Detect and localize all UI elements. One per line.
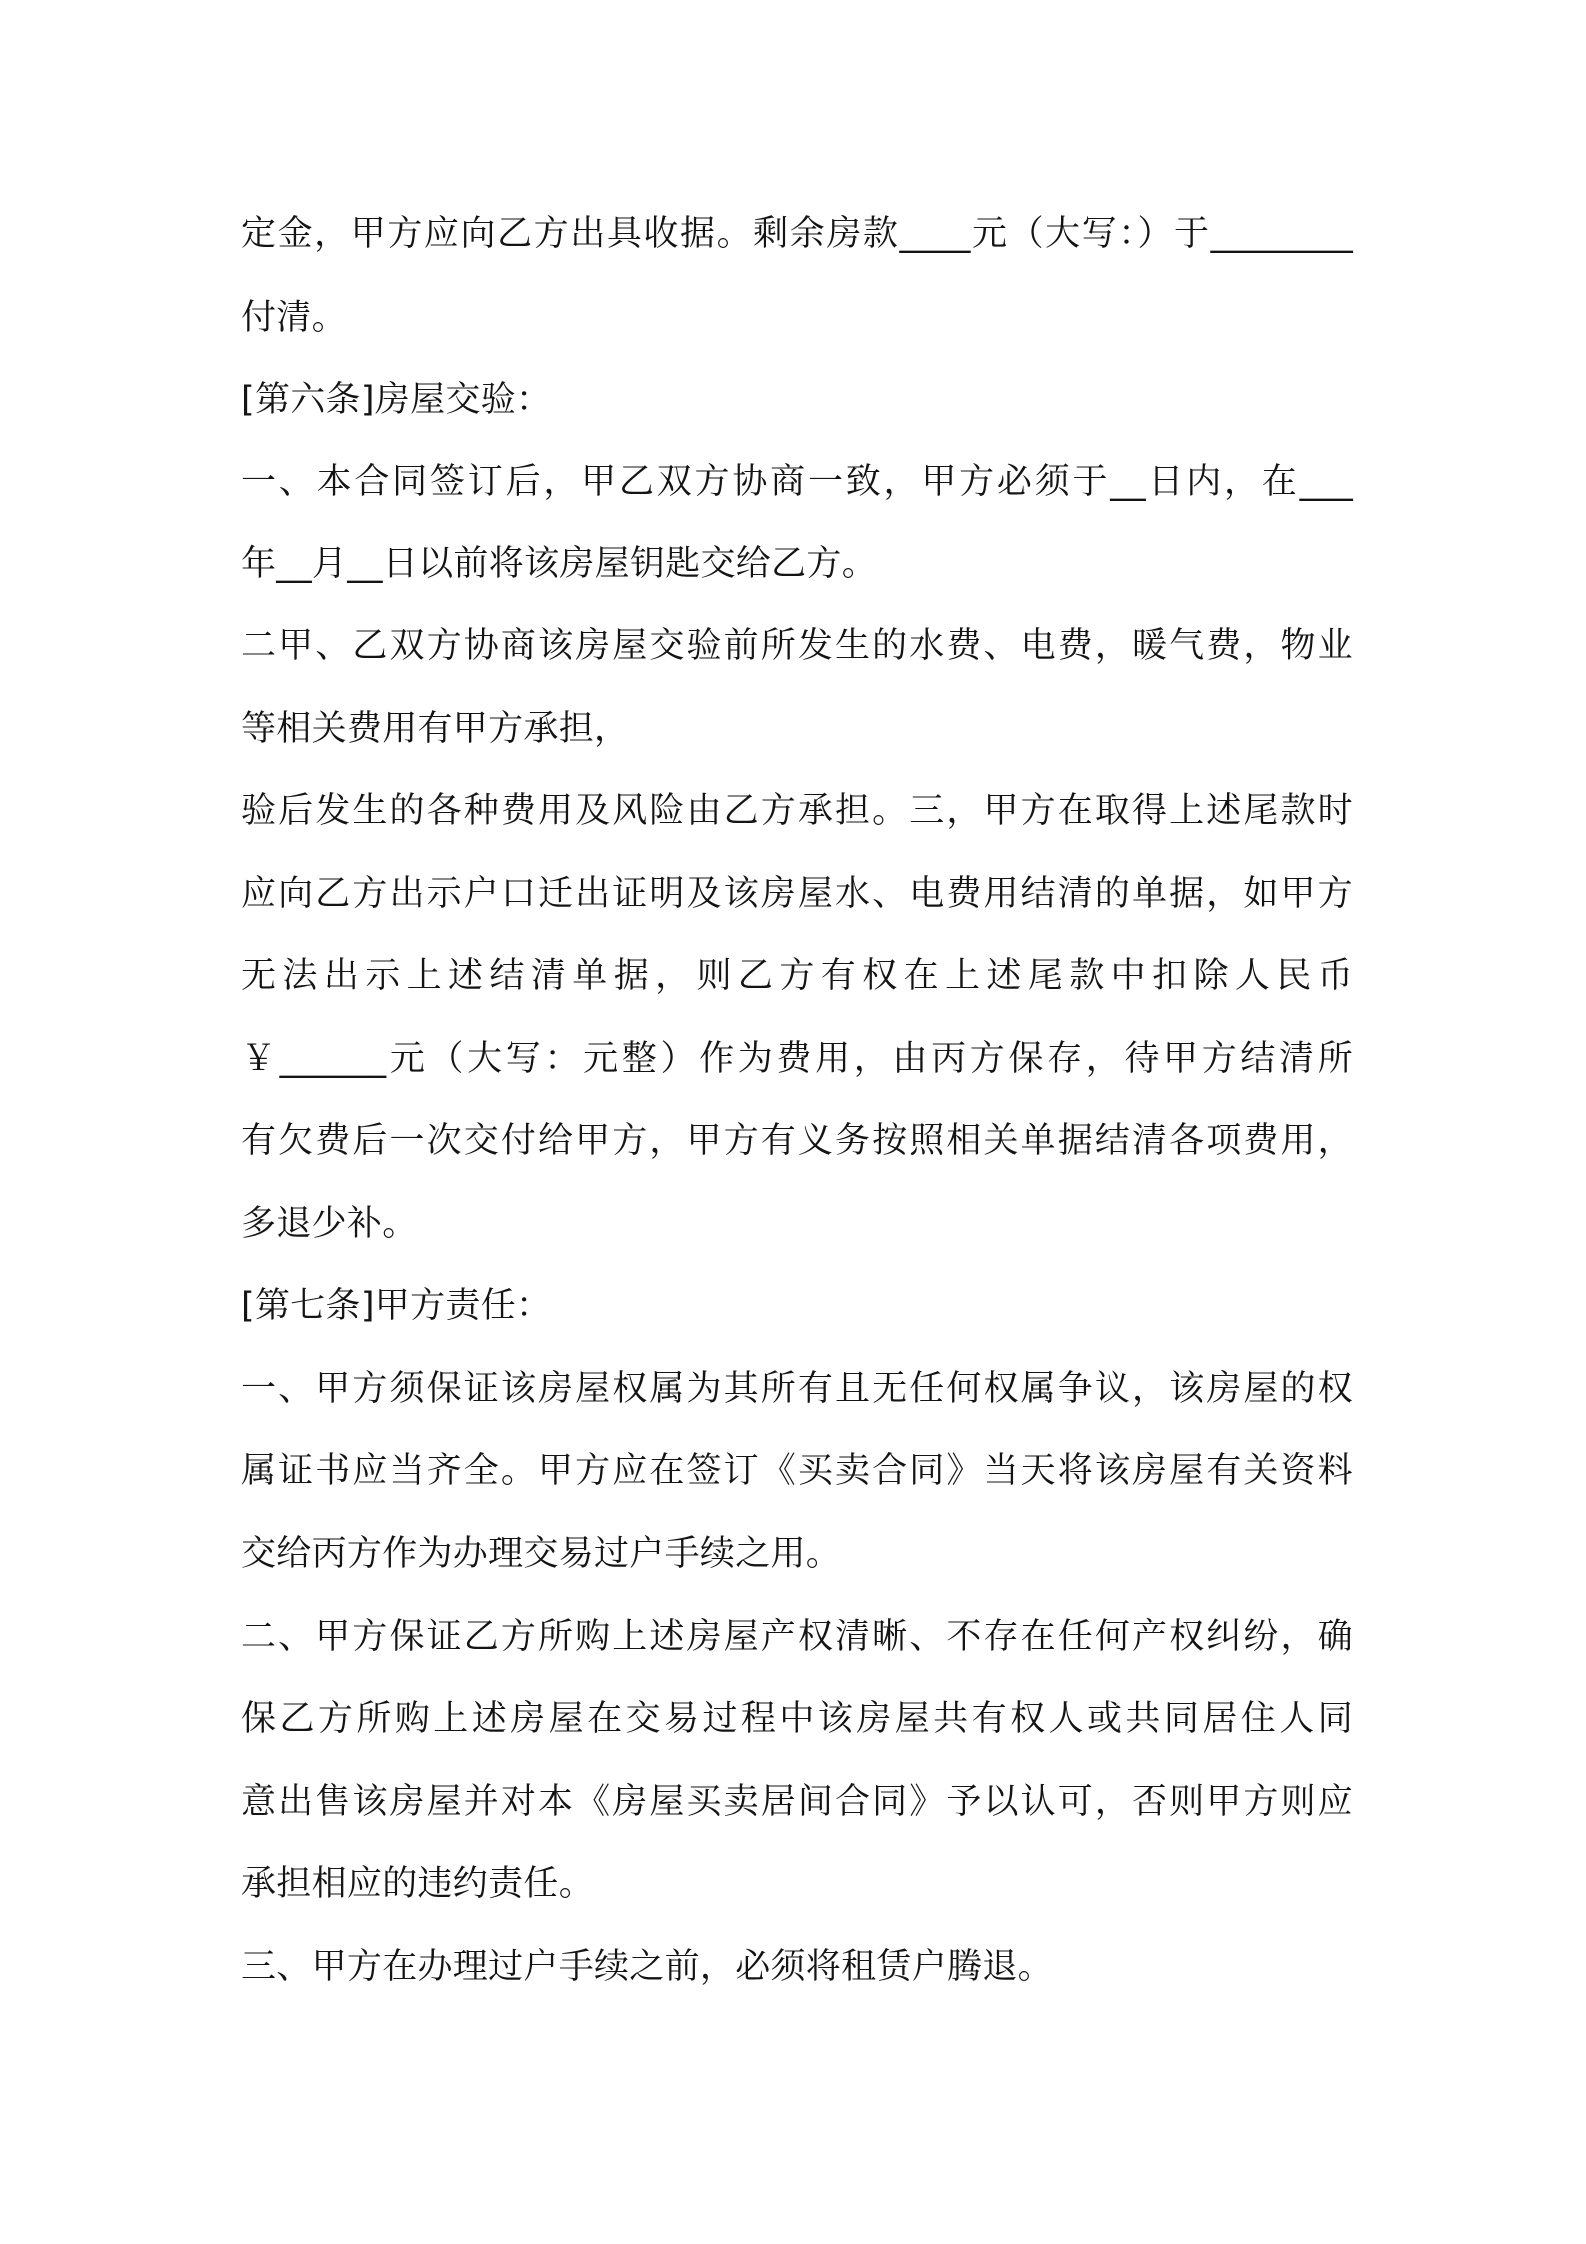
text-line: 有欠费后一次交付给甲方，甲方有义务按照相关单据结清各项费用， [241,1121,1353,1161]
text-line: 属证书应当齐全。甲方应在签订《买卖合同》当天将该房屋有关资料 [241,1451,1353,1491]
text-line: ￥______元（大写：元整）作为费用，由丙方保存，待甲方结清所 [241,1039,1353,1079]
text-line: 意出售该房屋并对本《房屋买卖居间合同》予以认可，否则甲方则应 [241,1782,1353,1822]
section-heading: [第六条]房屋交验： [241,380,552,420]
text-line: 年__月__日以前将该房屋钥匙交给乙方。 [241,544,878,584]
text-line: 多退少补。 [241,1204,418,1244]
text-line: 二甲、乙双方协商该房屋交验前所发生的水费、电费，暖气费，物业 [241,626,1353,666]
text-line: 付清。 [241,298,347,338]
text-line: 承担相应的违约责任。 [241,1864,595,1904]
text-line: 等相关费用有甲方承担， [241,709,630,749]
text-line: 应向乙方出示户口迁出证明及该房屋水、电费用结清的单据，如甲方 [241,874,1353,914]
text-line: 二、甲方保证乙方所购上述房屋产权清晰、不存在任何产权纠纷，确 [241,1617,1353,1657]
text-line: 定金，甲方应向乙方出具收据。剩余房款____元（大写：）于________ [241,214,1353,254]
text-line: 保乙方所购上述房屋在交易过程中该房屋共有权人或共同居住人同 [241,1699,1353,1739]
text-line: 三、甲方在办理过户手续之前，必须将租赁户腾退。 [241,1947,1053,1987]
text-line: 一、本合同签订后，甲乙双方协商一致，甲方必须于__日内，在___ [241,462,1353,502]
text-line: 验后发生的各种费用及风险由乙方承担。三，甲方在取得上述尾款时 [241,791,1353,831]
text-line: 交给丙方作为办理交易过户手续之用。 [241,1534,842,1574]
text-line: 无法出示上述结清单据，则乙方有权在上述尾款中扣除人民币 [241,956,1353,996]
section-heading: [第七条]甲方责任： [241,1286,552,1326]
text-line: 一、甲方须保证该房屋权属为其所有且无任何权属争议，该房屋的权 [241,1369,1353,1409]
